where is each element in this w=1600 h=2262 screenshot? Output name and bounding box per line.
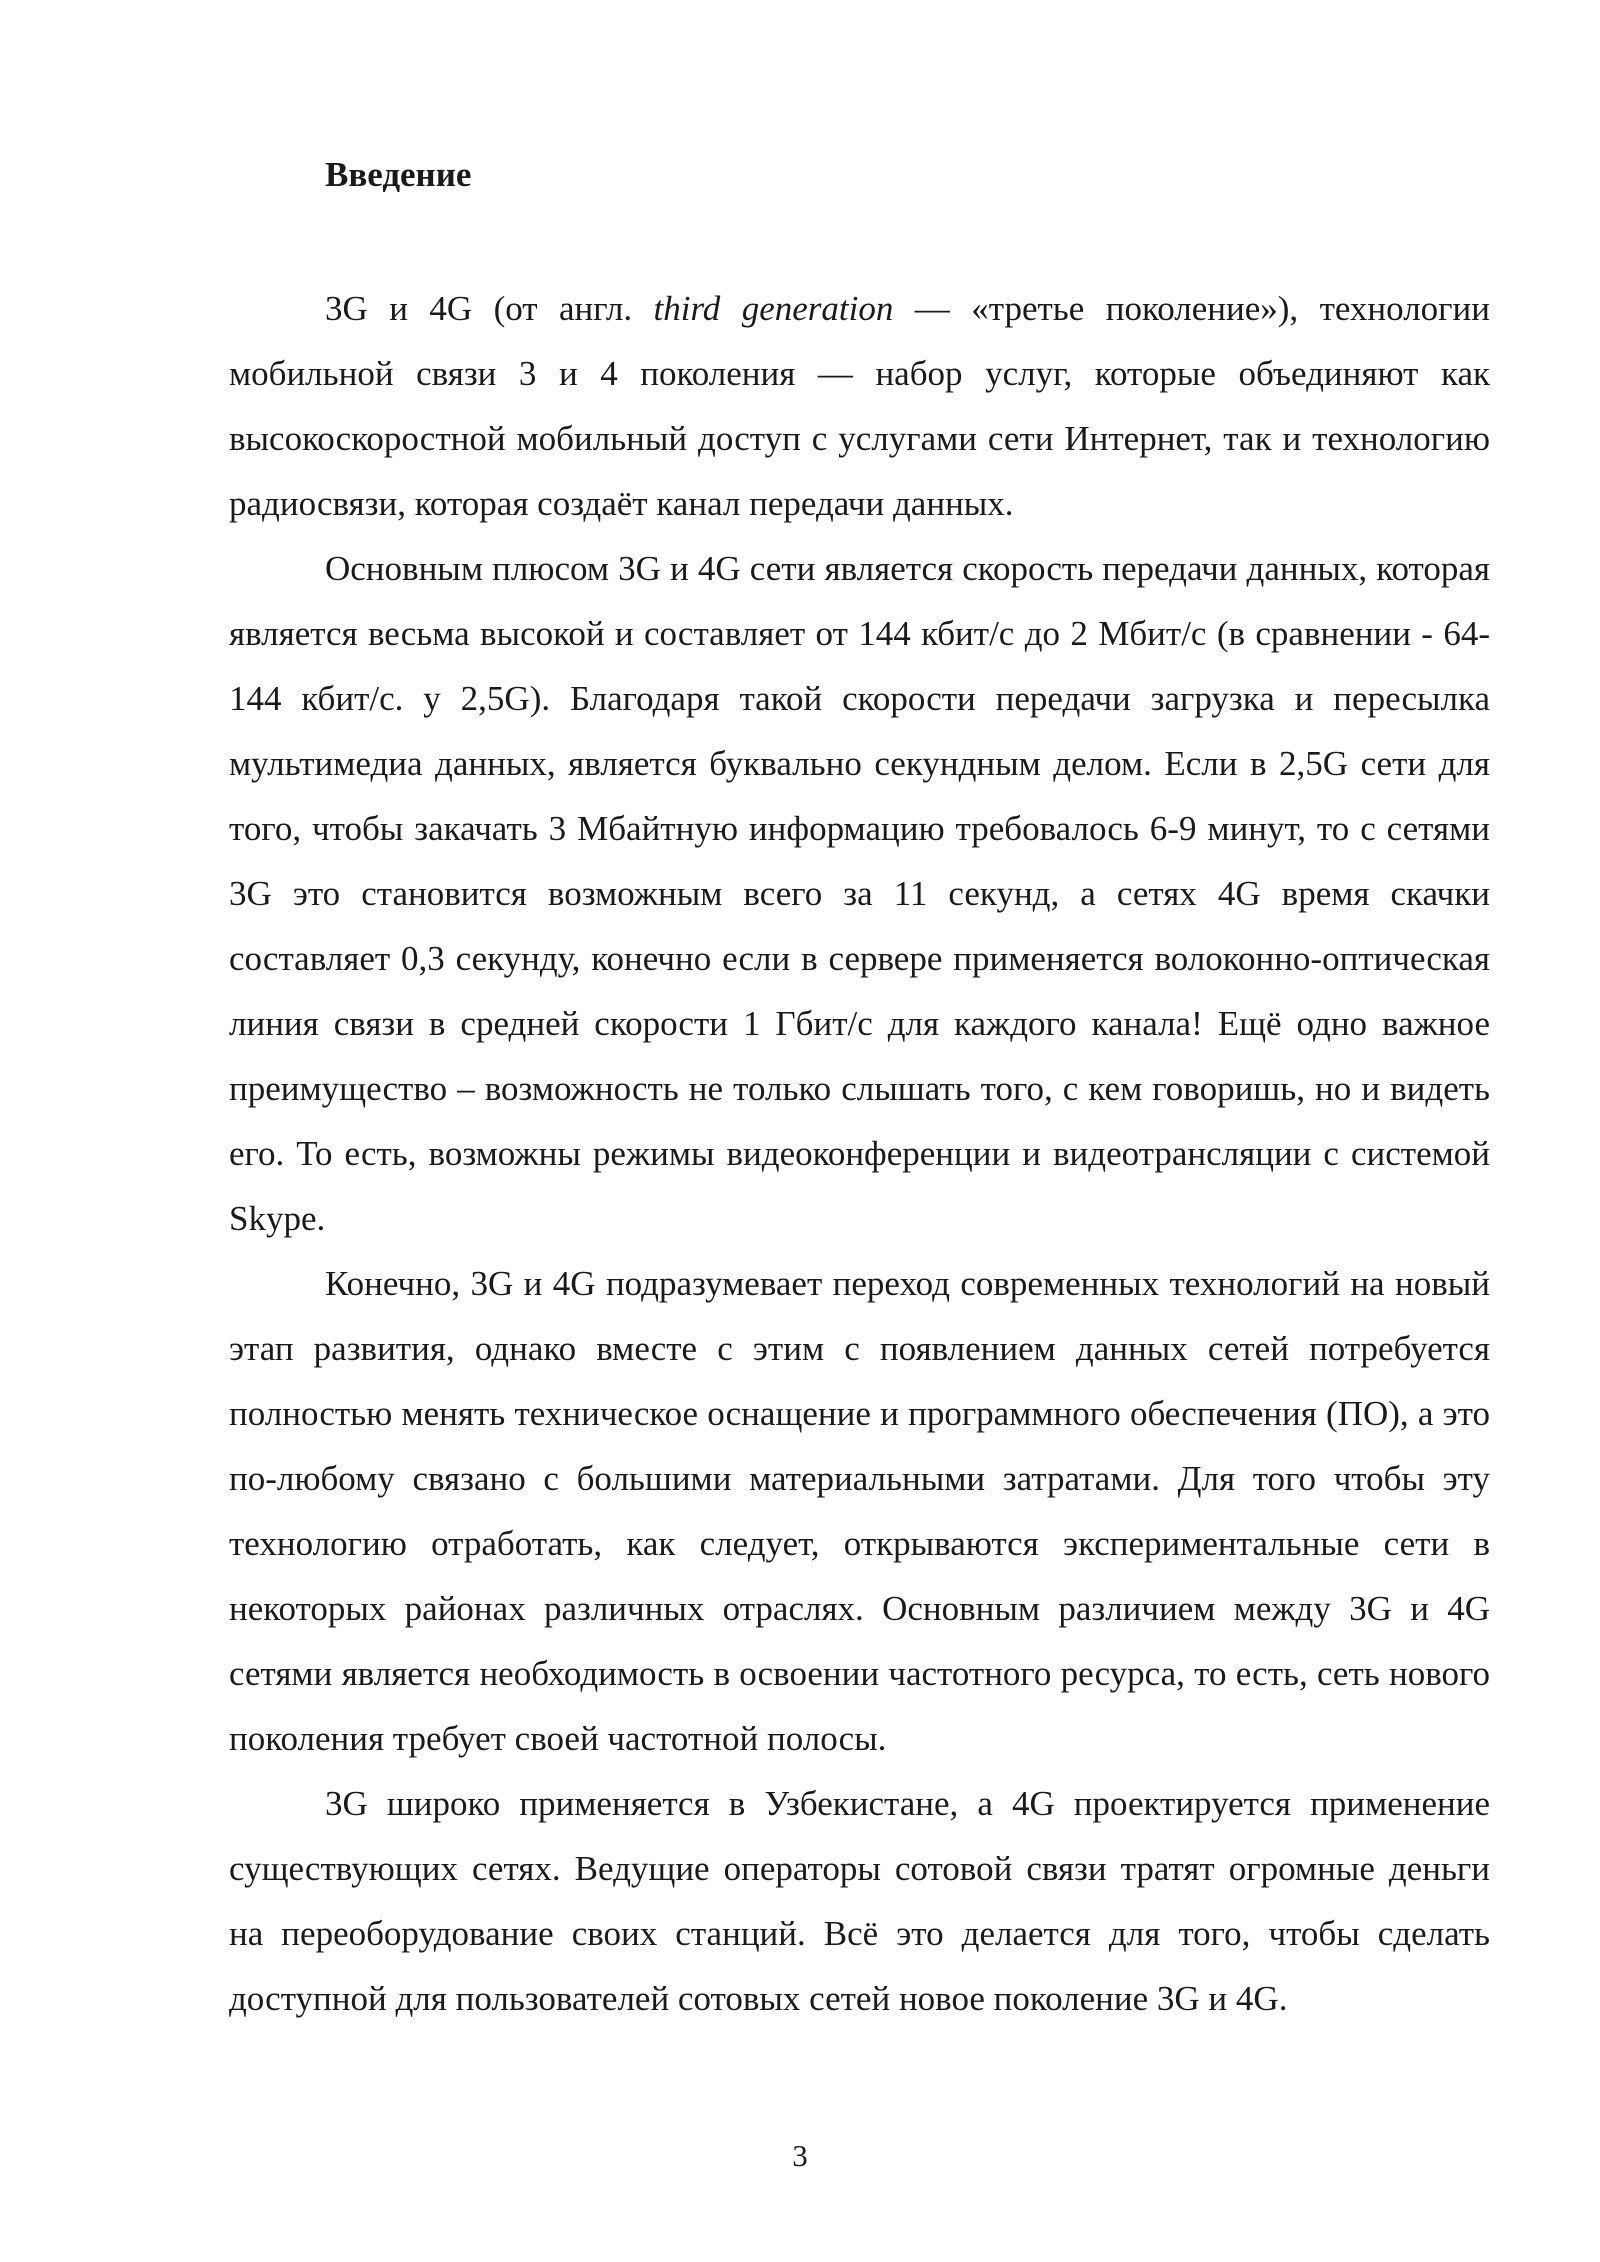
paragraph-1-start: 3G и 4G (от англ. — [325, 289, 654, 328]
paragraph-2: Основным плюсом 3G и 4G сети является скорость передачи данных, которая является весьма высокой и составляет от 144 кбит/с до 2 Мбит/с (в сравнении - 64-144 кбит/с. у 2,5G). Благодаря такой скорости передачи загрузка и пересылка мультимедиа данных, является буквально секундным делом. Если в 2,5G сети для того, чтобы закачать 3 Мбайтную информацию требовалось 6-9 минут, то с сетями 3G это становится возможным всего за 11 секунд, а сетях 4G время скачки составляет 0,3 секунду, конечно если в сервере применяется волоконно-оптическая линия связи в средней скорости 1 Гбит/с для каждого канала! Ещё одно важное преимущество – возможность не только слышать того, с кем говоришь, но и видеть его. То есть, возможны режимы видеоконференции и видеотрансляции с системой Skype. — [229, 549, 1490, 1238]
body-text — [229, 276, 1490, 2031]
page-number: 3 — [792, 2138, 808, 2173]
paragraph-1-rest: — «третье поколение»), технологии мобильной связи 3 и 4 поколения — набор услуг, которые объединяют как высокоскоростной мобильный доступ с услугами сети Интернет, так и технологию радиосвязи, которая создаёт канал передачи данных. — [229, 289, 1490, 523]
paragraph-3: Конечно, 3G и 4G подразумевает переход современных технологий на новый этап развития, однако вместе с этим с появлением данных сетей потребуется полностью менять техническое оснащение и программного обеспечения (ПО), а это по-любому связано с большими материальными затратами. Для того чтобы эту технологию отработать, как следует, открываются экспериментальные сети в некоторых районах различных отраслях. Основным различием между 3G и 4G сетями является необходимость в освоении частотного ресурса, то есть, сеть нового поколения требует своей частотной полосы. — [229, 1264, 1490, 1758]
paragraph-4: 3G широко применяется в Узбекистане, а 4G проектируется применение существующих сетях. Ведущие операторы сотовой связи тратят огромные деньги на переоборудование своих станций. Всё это делается для того, чтобы сделать доступной для пользователей сотовых сетей новое поколение 3G и 4G. — [229, 1784, 1490, 2018]
paragraph-1-italic-term: third generation — [653, 289, 894, 328]
paragraph-1 — [229, 276, 1490, 536]
section-heading: Введение — [325, 155, 472, 194]
